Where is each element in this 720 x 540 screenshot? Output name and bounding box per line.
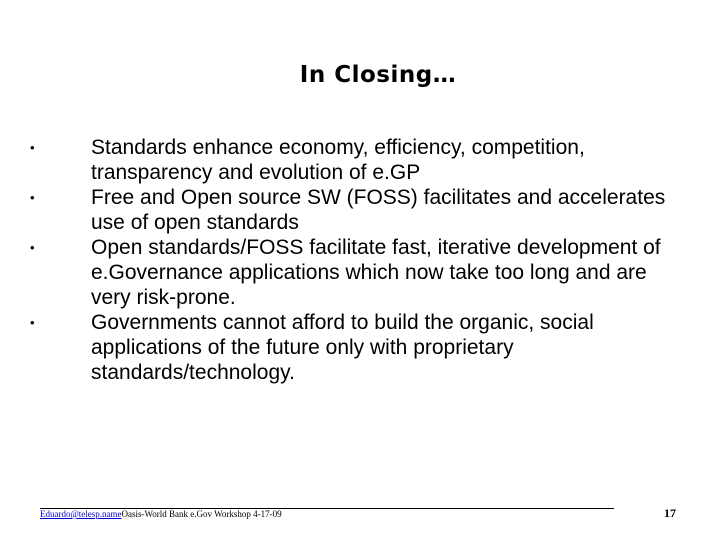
bullet-item — [30, 235, 690, 310]
bullet-list — [30, 135, 690, 385]
bullet-dot-icon: • — [30, 140, 35, 155]
page-number: 17 — [664, 506, 676, 520]
footer — [40, 509, 282, 519]
bullet-text: Governments cannot afford to build the organic, social applications of the future only with proprietary standards/technology. — [91, 311, 594, 384]
bullet-item — [30, 185, 690, 235]
bullet-text: Open standards/FOSS facilitate fast, iterative development of e.Governance applications which now take too long and are very risk-prone. — [91, 236, 661, 309]
footer-email-link[interactable]: Eduardo@telesp.name — [40, 509, 122, 519]
bullet-dot-icon: • — [30, 240, 35, 255]
bullet-dot-icon: • — [30, 190, 35, 205]
bullet-item — [30, 135, 690, 185]
slide-title: In Closing… — [299, 62, 457, 88]
footer-text: Oasis-World Bank e.Gov Workshop 4-17-09 — [121, 509, 282, 519]
bullet-dot-icon: • — [30, 315, 35, 330]
bullet-text: Standards enhance economy, efficiency, competition, transparency and evolution of e.GP — [91, 136, 585, 184]
bullet-text: Free and Open source SW (FOSS) facilitates and accelerates use of open standards — [91, 186, 666, 234]
bullet-item — [30, 310, 690, 385]
